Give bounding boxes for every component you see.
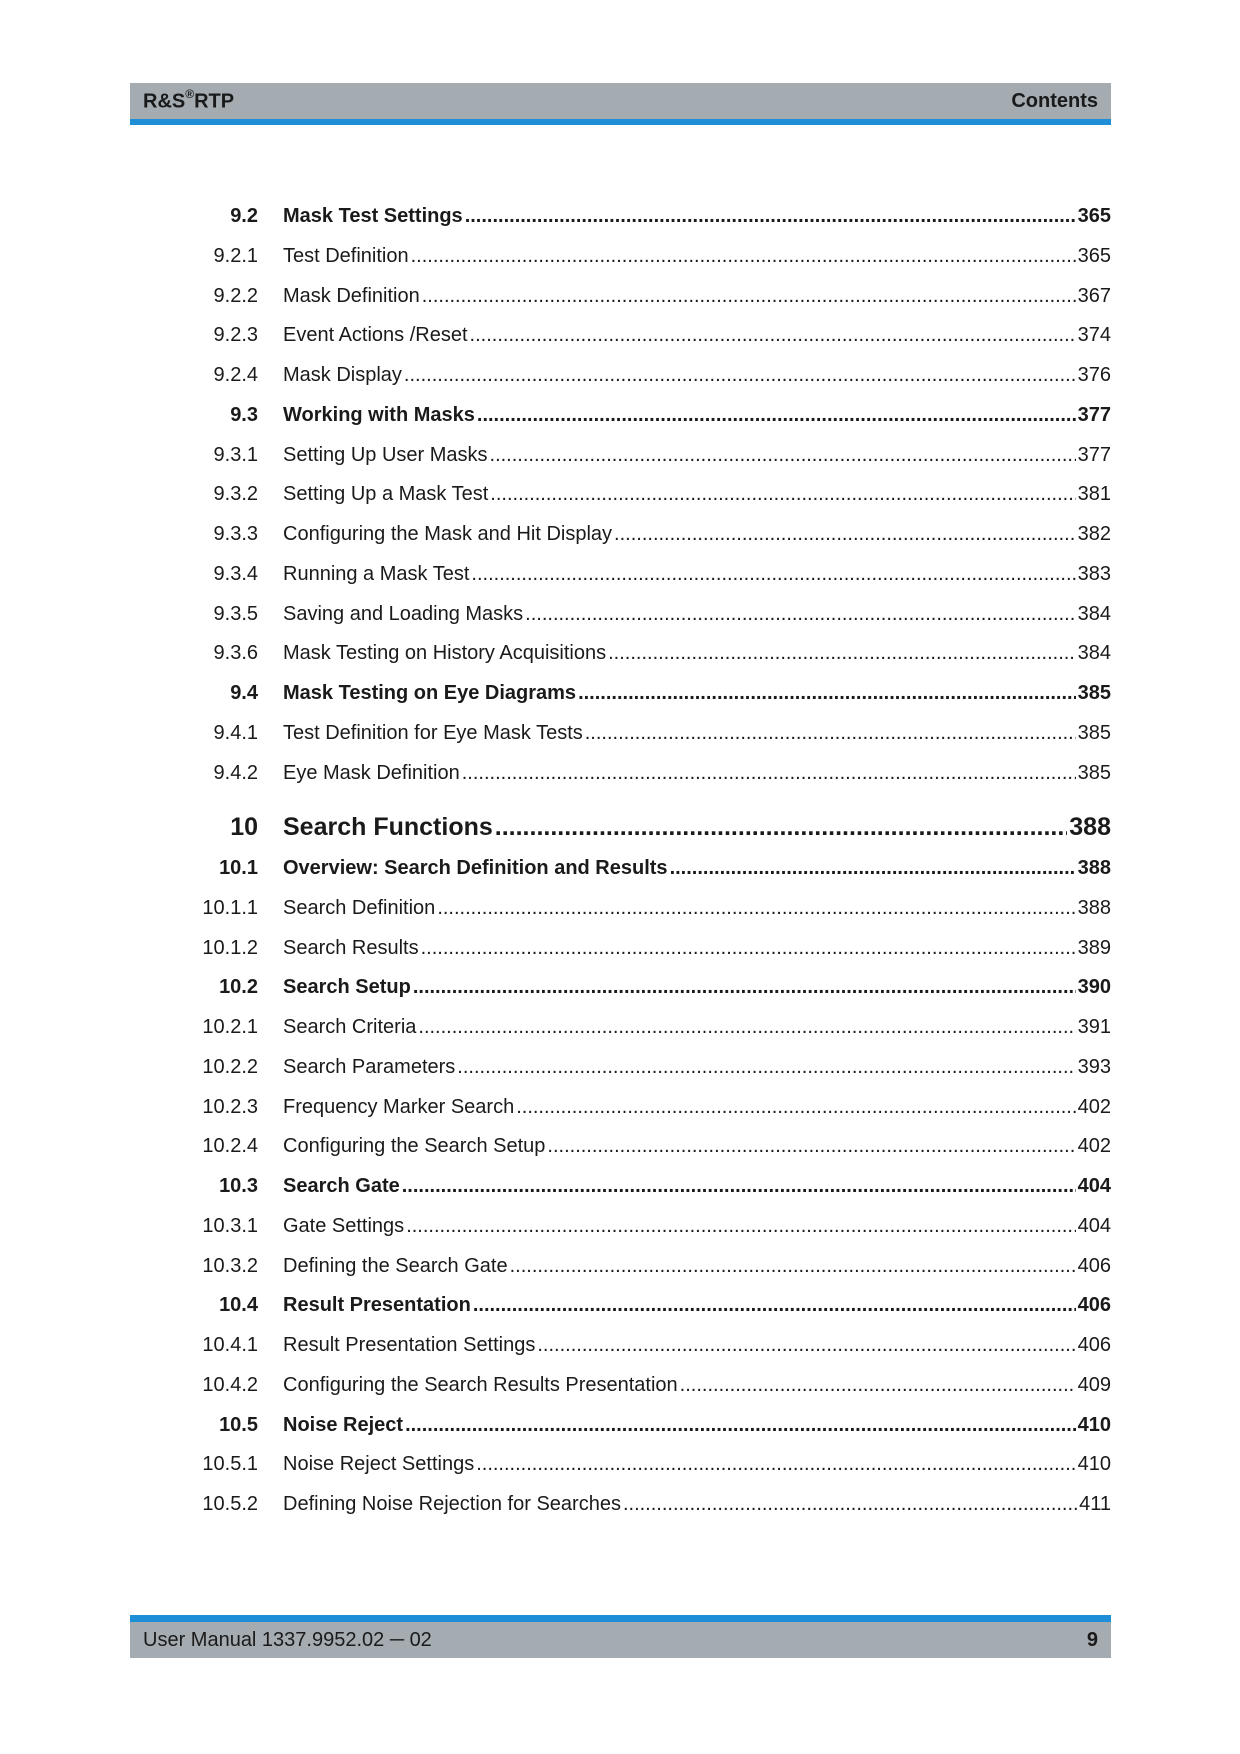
toc-entry-number: 9.2.3	[213, 324, 258, 346]
toc-entry[interactable]	[200, 718, 1111, 748]
toc-entry[interactable]	[200, 400, 1111, 430]
toc-entry-title: Test Definition for Eye Mask Tests	[283, 722, 583, 744]
toc-entry[interactable]	[200, 1131, 1111, 1161]
toc-entry-title: Search Definition	[283, 897, 436, 919]
toc-entry-page: 389	[1077, 937, 1111, 959]
toc-entry-title: Noise Reject	[283, 1414, 404, 1436]
toc-entry-title: Mask Test Settings	[283, 205, 463, 227]
toc-entry-page: 374	[1077, 324, 1111, 346]
toc-entry-title: Search Gate	[283, 1175, 400, 1197]
toc-entry-title: Mask Definition	[283, 285, 420, 307]
toc-leader-dots	[490, 479, 1075, 509]
toc-entry-number: 9.3.4	[213, 563, 258, 585]
toc-entry-number: 9.2	[230, 205, 258, 227]
page-header	[130, 83, 1111, 119]
toc-entry-page: 377	[1077, 444, 1111, 466]
toc-entry-title: Working with Masks	[283, 404, 475, 426]
toc-entry[interactable]	[200, 1251, 1111, 1281]
toc-entry[interactable]	[200, 1370, 1111, 1400]
toc-leader-dots	[547, 1131, 1075, 1161]
toc-leader-dots	[585, 718, 1076, 748]
toc-leader-dots	[465, 201, 1076, 231]
toc-entry-number: 10.2.3	[202, 1096, 258, 1118]
toc-entry-page: 402	[1077, 1135, 1111, 1157]
toc-entry-page: 365	[1077, 245, 1111, 267]
toc-entry-page: 390	[1077, 976, 1111, 998]
toc-entry-title: Test Definition	[283, 245, 409, 267]
toc-leader-dots	[437, 893, 1075, 923]
toc-entry[interactable]	[200, 638, 1111, 668]
toc-entry-page: 382	[1077, 523, 1111, 545]
toc-leader-dots	[405, 1410, 1076, 1440]
toc-leader-dots	[490, 440, 1076, 470]
toc-entry-page: 381	[1077, 483, 1111, 505]
toc-entry-page: 404	[1077, 1175, 1111, 1197]
toc-leader-dots	[473, 1290, 1076, 1320]
toc-entry[interactable]	[200, 360, 1111, 390]
toc-entry[interactable]	[200, 1211, 1111, 1241]
toc-entry-number: 10.5	[219, 1414, 258, 1436]
toc-entry-page: 410	[1077, 1414, 1111, 1436]
toc-entry[interactable]	[200, 281, 1111, 311]
toc-entry-page: 383	[1077, 563, 1111, 585]
toc-entry-title: Search Results	[283, 937, 419, 959]
toc-entry-number: 10.1.1	[202, 897, 258, 919]
toc-entry-title: Mask Testing on Eye Diagrams	[283, 682, 577, 704]
toc-entry-page: 384	[1077, 603, 1111, 625]
toc-entry-title: Defining Noise Rejection for Searches	[283, 1493, 621, 1515]
toc-entry-title: Setting Up User Masks	[283, 444, 488, 466]
toc-entry-page: 411	[1079, 1493, 1111, 1515]
toc-entry-page: 384	[1077, 642, 1111, 664]
toc-leader-dots	[418, 1012, 1075, 1042]
toc-leader-dots	[462, 758, 1076, 788]
toc-leader-dots	[680, 1370, 1076, 1400]
toc-entry-page: 402	[1077, 1096, 1111, 1118]
toc-leader-dots	[623, 1489, 1077, 1519]
toc-entry-title: Search Criteria	[283, 1016, 417, 1038]
toc-entry-page: 406	[1077, 1294, 1111, 1316]
document-id: User Manual 1337.9952.02 ─ 02	[143, 1628, 432, 1651]
toc-entry-number: 9.3.3	[213, 523, 258, 545]
toc-entry-number: 9.3	[230, 404, 258, 426]
toc-entry[interactable]	[200, 519, 1111, 549]
toc-leader-dots	[525, 599, 1075, 629]
toc-entry[interactable]	[200, 1489, 1111, 1519]
toc-entry-title: Search Parameters	[283, 1056, 456, 1078]
toc-entry-title: Defining the Search Gate	[283, 1255, 508, 1277]
toc-entry[interactable]	[200, 479, 1111, 509]
toc-entry-page: 365	[1077, 205, 1111, 227]
page-footer	[130, 1622, 1111, 1658]
toc-leader-dots	[670, 853, 1076, 883]
toc-entry-title: Overview: Search Definition and Results	[283, 857, 668, 879]
toc-entry-page: 391	[1077, 1016, 1111, 1038]
toc-entry[interactable]	[200, 809, 1111, 845]
toc-leader-dots	[402, 1171, 1076, 1201]
toc-entry-title: Mask Testing on History Acquisitions	[283, 642, 607, 664]
toc-entry-page: 385	[1077, 682, 1111, 704]
toc-leader-dots	[471, 559, 1075, 589]
toc-entry-number: 10.2.4	[202, 1135, 258, 1157]
toc-entry-page: 377	[1077, 404, 1111, 426]
toc-leader-dots	[578, 678, 1076, 708]
toc-entry-number: 10.3.1	[202, 1215, 258, 1237]
toc-leader-dots	[537, 1330, 1075, 1360]
toc-entry-page: 376	[1077, 364, 1111, 386]
toc-leader-dots	[413, 972, 1076, 1002]
toc-entry-number: 9.2.2	[213, 285, 258, 307]
toc-leader-dots	[422, 281, 1076, 311]
toc-entry-number: 10.3.2	[202, 1255, 258, 1277]
toc-entry[interactable]	[200, 853, 1111, 883]
toc-entry-title: Result Presentation Settings	[283, 1334, 536, 1356]
toc-entry-number: 9.3.6	[213, 642, 258, 664]
toc-entry-title: Setting Up a Mask Test	[283, 483, 489, 505]
toc-entry-title: Configuring the Search Results Presentation	[283, 1374, 678, 1396]
toc-entry-page: 410	[1077, 1453, 1111, 1475]
toc-entry-page: 409	[1077, 1374, 1111, 1396]
toc-entry-number: 10.1.2	[202, 937, 258, 959]
toc-entry[interactable]	[200, 758, 1111, 788]
footer-divider	[130, 1615, 1111, 1622]
toc-entry-page: 367	[1077, 285, 1111, 307]
toc-entry-title: Gate Settings	[283, 1215, 405, 1237]
toc-entry-title: Configuring the Search Setup	[283, 1135, 546, 1157]
toc-entry-number: 10.4.2	[202, 1374, 258, 1396]
toc-entry-page: 406	[1077, 1334, 1111, 1356]
toc-leader-dots	[495, 809, 1068, 845]
toc-entry[interactable]	[200, 1449, 1111, 1479]
toc-entry-title: Result Presentation	[283, 1294, 471, 1316]
toc-entry-title: Event Actions /Reset	[283, 324, 468, 346]
toc-entry-number: 10.5.1	[202, 1453, 258, 1475]
toc-entry-title: Search Setup	[283, 976, 411, 998]
toc-entry-number: 10.2	[219, 976, 258, 998]
toc-entry[interactable]	[200, 320, 1111, 350]
toc-entry-title: Running a Mask Test	[283, 563, 470, 585]
toc-entry-number: 10.2.1	[202, 1016, 258, 1038]
header-section-title: Contents	[1011, 89, 1098, 112]
toc-entry[interactable]	[200, 678, 1111, 708]
toc-entry-number: 9.3.2	[213, 483, 258, 505]
toc-entry-number: 9.4.1	[213, 722, 258, 744]
toc-entry-number: 10.1	[219, 857, 258, 879]
toc-entry[interactable]	[200, 1012, 1111, 1042]
toc-entry-number: 10.2.2	[202, 1056, 258, 1078]
toc-entry-number: 10	[230, 813, 258, 841]
toc-entry-number: 10.5.2	[202, 1493, 258, 1515]
toc-entry[interactable]	[200, 559, 1111, 589]
toc-entry-page: 388	[1077, 857, 1111, 879]
toc-entry[interactable]	[200, 241, 1111, 271]
toc-entry-page: 385	[1077, 762, 1111, 784]
toc-entry-number: 9.4.2	[213, 762, 258, 784]
toc-entry[interactable]	[200, 201, 1111, 231]
toc-entry-number: 9.3.5	[213, 603, 258, 625]
toc-leader-dots	[510, 1251, 1076, 1281]
toc-entry[interactable]	[200, 1092, 1111, 1122]
toc-entry-number: 9.2.1	[213, 245, 258, 267]
toc-entry[interactable]	[200, 893, 1111, 923]
toc-leader-dots	[411, 241, 1076, 271]
toc-entry[interactable]	[200, 1330, 1111, 1360]
toc-entry-page: 388	[1077, 897, 1111, 919]
page-number: 9	[1086, 1628, 1098, 1651]
product-name: R&S®RTP	[143, 86, 235, 113]
toc-entry-title: Noise Reject Settings	[283, 1453, 475, 1475]
toc-leader-dots	[477, 400, 1076, 430]
toc-entry[interactable]	[200, 1171, 1111, 1201]
toc-entry[interactable]	[200, 933, 1111, 963]
toc-leader-dots	[476, 1449, 1075, 1479]
toc-leader-dots	[470, 320, 1076, 350]
toc-entry-title: Search Functions	[283, 813, 493, 841]
toc-entry-title: Mask Display	[283, 364, 402, 386]
toc-entry[interactable]	[200, 599, 1111, 629]
toc-leader-dots	[421, 933, 1076, 963]
toc-entry-page: 388	[1069, 813, 1111, 841]
toc-entry-page: 393	[1077, 1056, 1111, 1078]
toc-entry-page: 406	[1077, 1255, 1111, 1277]
toc-leader-dots	[516, 1092, 1075, 1122]
toc-entry-number: 9.2.4	[213, 364, 258, 386]
header-divider	[130, 119, 1111, 125]
toc-entry[interactable]	[200, 1410, 1111, 1440]
toc-entry-number: 10.3	[219, 1175, 258, 1197]
toc-leader-dots	[457, 1052, 1075, 1082]
toc-entry[interactable]	[200, 972, 1111, 1002]
toc-entry-number: 10.4.1	[202, 1334, 258, 1356]
toc-entry[interactable]	[200, 440, 1111, 470]
toc-entry-title: Configuring the Mask and Hit Display	[283, 523, 613, 545]
toc-entry[interactable]	[200, 1290, 1111, 1320]
registered-mark: ®	[185, 86, 195, 101]
toc-entry-title: Frequency Marker Search	[283, 1096, 515, 1118]
toc-entry-number: 9.4	[230, 682, 258, 704]
toc-entry-number: 9.3.1	[213, 444, 258, 466]
toc-leader-dots	[404, 360, 1076, 390]
toc-entry-title: Eye Mask Definition	[283, 762, 460, 784]
toc-entry-number: 10.4	[219, 1294, 258, 1316]
toc-leader-dots	[608, 638, 1076, 668]
toc-entry[interactable]	[200, 1052, 1111, 1082]
toc-leader-dots	[614, 519, 1076, 549]
toc-entry-page: 385	[1077, 722, 1111, 744]
toc-leader-dots	[406, 1211, 1075, 1241]
toc-entry-title: Saving and Loading Masks	[283, 603, 524, 625]
toc-entry-page: 404	[1077, 1215, 1111, 1237]
